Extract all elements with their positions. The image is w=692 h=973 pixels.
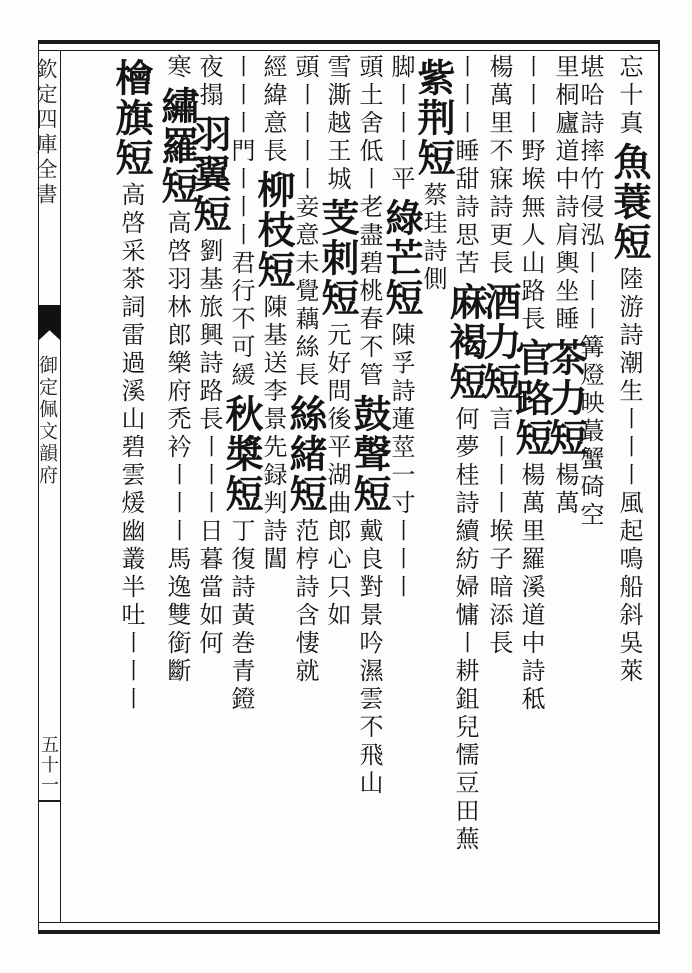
bottom-inner-border [38,922,660,923]
column-text: 劉基旅興詩路長〡〡〡日暮當如何 [195,238,223,658]
column-text: 雪澌越王城 [323,54,351,194]
headword: 紫荆短 [411,58,456,178]
page-number-rule [38,800,61,802]
column-text: 〡〡〡睡甜詩思苦 [451,54,479,278]
column-text: 頭〡〡〡 [291,54,319,166]
text-column [543,54,588,916]
column-text: 〡妾意未覺藕絲長 [291,166,319,390]
column-text: 何夢桂詩續紡婦慵〡耕鉏兒懦豆田蕪 [451,406,479,854]
headword: 官路短 [509,338,554,458]
column-text: 陳孚詩蓮莖一寸〡〡〡 [387,322,415,602]
column-text: 里桐廬道中詩肩輿坐睡 [551,54,579,334]
column-text: 高啓采茶詞雷過溪山碧雲煖幽叢半吐〡〡〡 [117,182,145,714]
column-text: 楊萬 [551,462,579,518]
column-text: 忘十真 [615,54,643,138]
column-text: 夜搨 [195,54,223,110]
top-inner-border [38,50,660,51]
headword: 綠芒短 [379,198,424,318]
column-text: 堪哈 [576,54,604,110]
collection-title: 欽定四庫全書 [34,58,58,208]
top-border [38,40,660,44]
column-text: 陸游詩潮生〡〡〡風起鳴船斜吳萊 [615,266,643,686]
column-text: 〡〡〡 [227,54,255,138]
column-text: 經緯意長 [259,54,287,166]
bottom-border [38,930,660,934]
fishtail-mark [38,305,61,341]
column-text: 蔡珪詩側 [419,182,447,294]
book-title: 御定佩文韻府 [36,355,58,487]
column-text: 陳基送李景先録判詩閶 [259,294,287,574]
headword: 茶力短 [543,338,588,458]
column-text: 〡老盡碧桃春不管 [355,166,383,390]
headword: 酒力短 [477,282,522,402]
headword: 柳枝短 [251,170,296,290]
text-column [155,54,200,916]
headword: 麻褐短 [443,282,488,402]
text-column [477,54,522,916]
column-text: 頭土舍低 [355,54,383,166]
column-text: 寒 [163,54,191,82]
column-text: 楊萬里羅溪道中詩秪 [517,462,545,714]
column-text: 詩摔竹侵泓〡〡〡篝燈映蕞蟹碕空 [576,110,604,530]
headword: 絲緒短 [283,394,328,514]
page-number: 五十一 [38,735,59,795]
column-text: 元好問後平湖曲郎心只如 [323,322,351,630]
column-text: 言〡〡〡堠子暗添長 [485,406,513,658]
right-border [658,40,660,934]
column-text: 戴良對景吟濕雲不飛山 [355,518,383,798]
text-column [607,54,652,916]
text-column [109,54,154,916]
headword: 秋槳短 [219,394,264,514]
headword: 羽翼短 [187,114,232,234]
headword: 繡羅短 [155,86,200,206]
column-text: 〡〡〡野堠無人山路長 [517,54,545,334]
column-text: 門〡〡〡君行不可緩 [227,138,255,390]
headword: 芰刺短 [315,198,360,318]
column-text: 高啓羽林郎樂府禿衿〡〡〡馬逸雙銜斷 [163,210,191,686]
column-text: 范梈詩含悽就 [291,518,319,686]
headword: 魚蓑短 [607,142,652,262]
headword: 檜旗短 [109,58,154,178]
headword: 鼓聲短 [347,394,392,514]
column-text: 脚〡〡〡平 [387,54,415,194]
column-text: 楊萬里不寐詩更長 [485,54,513,278]
column-text: 丁復詩黃巻青鐙 [227,518,255,714]
